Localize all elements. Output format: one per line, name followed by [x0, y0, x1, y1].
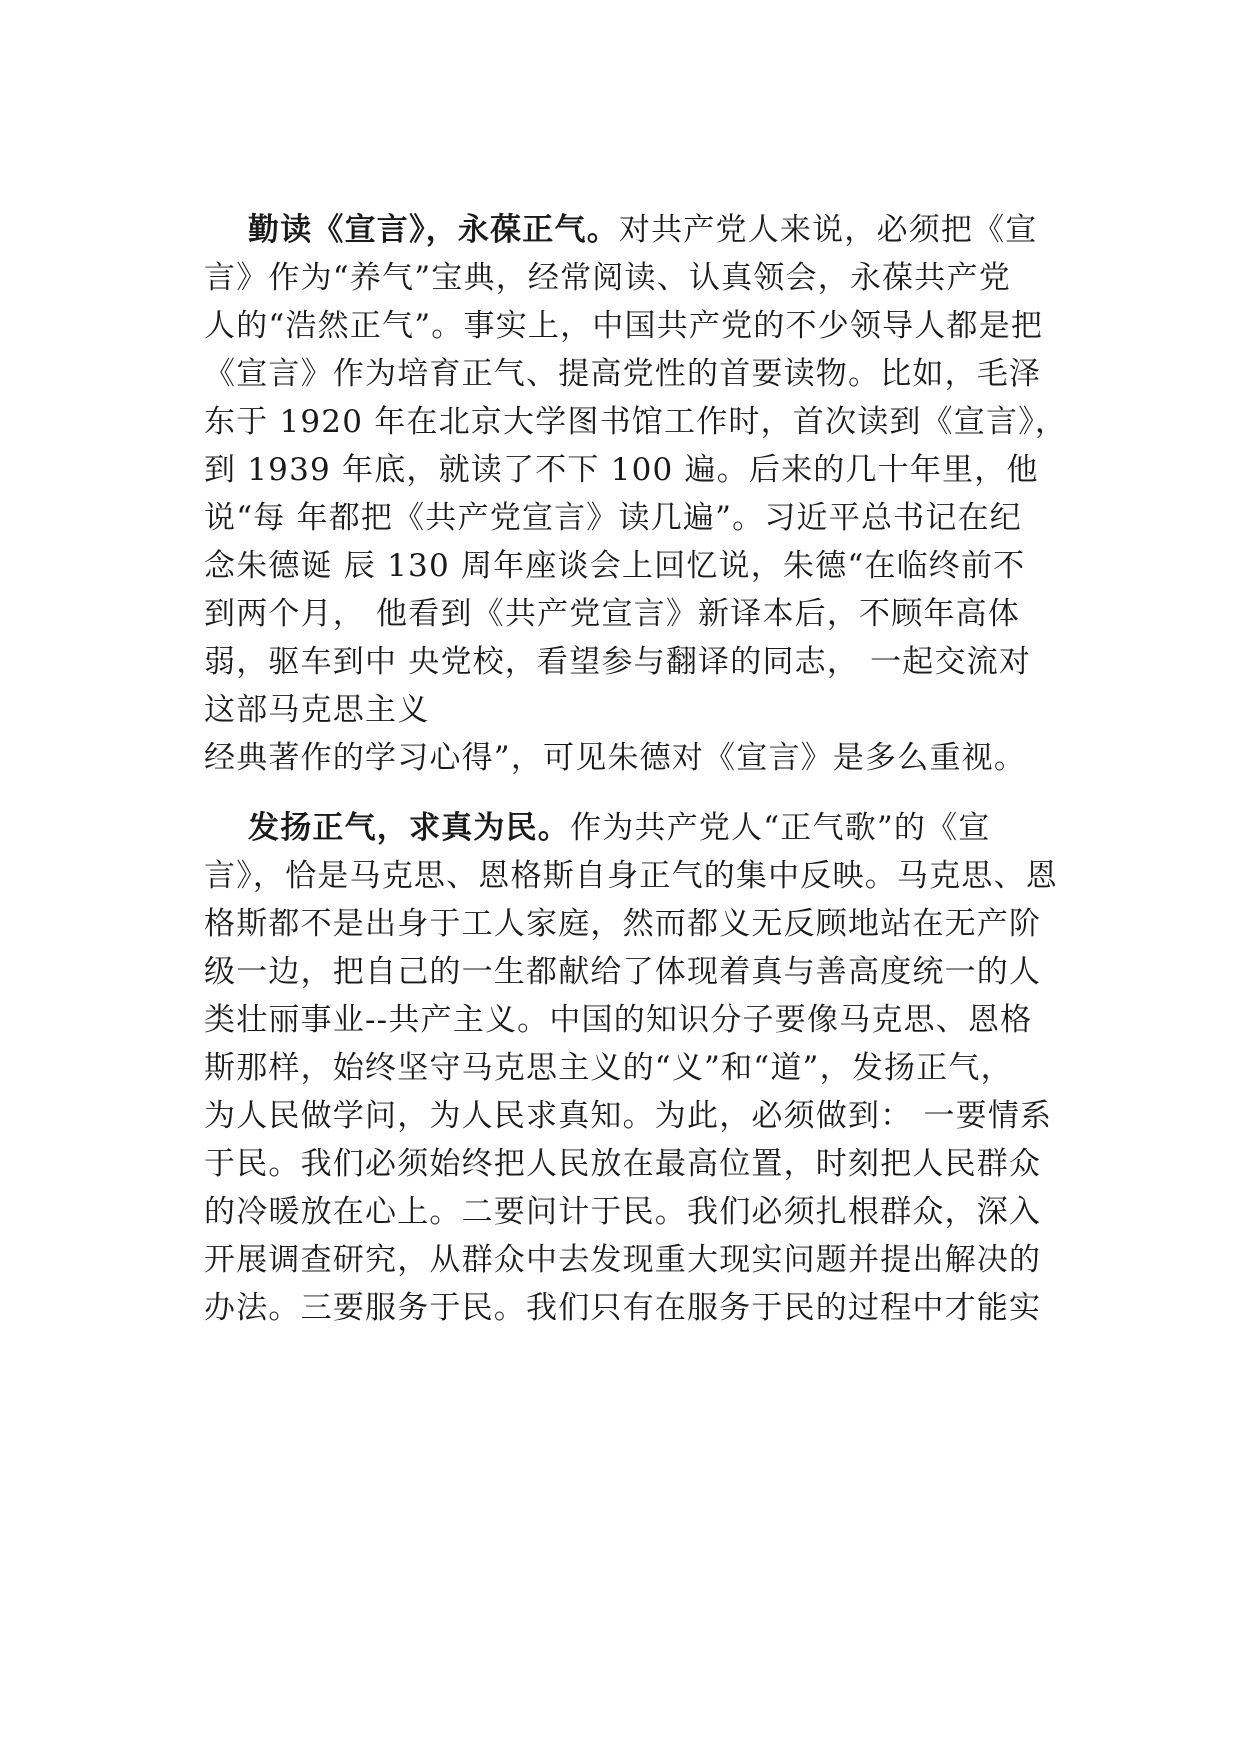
- paragraph-2-line-7: 为人民做学问，为人民求真知。为此，必须做到： 一要情系: [204, 1098, 1053, 1134]
- paragraph-1-text: 对共产党人来说，必须把《宣: [618, 212, 1038, 248]
- paragraph-2-line-2: 言》，恰是马克思、恩格斯自身正气的集中反映。马克思、恩: [204, 858, 1058, 894]
- paragraph-2-line-9: 的冷暖放在心上。二要问计于民。我们必须扎根群众，深入: [204, 1194, 1042, 1230]
- paragraph-2-heading: 发扬正气，求真为民。: [248, 810, 570, 846]
- paragraph-1-line-4: 《宣言》作为培育正气、提高党性的首要读物。比如，毛泽: [204, 356, 1042, 392]
- paragraph-1-line-8: 念朱德诞 辰 130 周年座谈会上回忆说，朱德“在临终前不: [204, 548, 1026, 584]
- paragraph-2-line-5: 类壮丽事业--共产主义。中国的知识分子要像马克思、恩格: [204, 1002, 1033, 1038]
- paragraph-2-line-3: 格斯都不是出身于工人家庭，然而都义无反顾地站在无产阶: [204, 906, 1042, 942]
- paragraph-1-line-6: 到 1939 年底，就读了不下 100 遍。后来的几十年里，他: [204, 452, 1039, 488]
- paragraph-1-line-11: 这部马克思主义: [204, 692, 430, 728]
- paragraph-1-line-1: [248, 210, 1038, 250]
- paragraph-1-line-9: 到两个月， 他看到《共产党宣言》新译本后，不顾年高体: [204, 596, 1021, 632]
- paragraph-2-line-4: 级一边，把自己的一生都献给了体现着真与善高度统一的人: [204, 954, 1042, 990]
- paragraph-1-line-12: 经典著作的学习心得”，可见朱德对《宣言》是多么重视。: [204, 740, 1027, 776]
- paragraph-2-text: 作为共产党人“正气歌”的《宣: [570, 810, 991, 846]
- paragraph-1-line-3: 人的“浩然正气”。事实上，中国共产党的不少领导人都是把: [204, 308, 1044, 344]
- paragraph-2-line-6: 斯那样，始终坚守马克思主义的“义”和“道”，发扬正气，: [204, 1050, 1013, 1086]
- paragraph-2-line-1: [248, 808, 991, 848]
- paragraph-2-line-11: 办法。三要服务于民。我们只有在服务于民的过程中才能实: [204, 1290, 1042, 1326]
- paragraph-1-heading: 勤读《宣言》，永葆正气。: [248, 212, 619, 248]
- paragraph-2-line-10: 开展调查研究，从群众中去发现重大现实问题并提出解决的: [204, 1242, 1042, 1278]
- paragraph-2-line-8: 于民。我们必须始终把人民放在最高位置，时刻把人民群众: [204, 1146, 1042, 1182]
- paragraph-1-line-10: 弱，驱车到中 央党校，看望参与翻译的同志， 一起交流对: [204, 644, 1032, 680]
- paragraph-1-line-5: 东于 1920 年在北京大学图书馆工作时，首次读到《宣言》，: [204, 404, 1068, 440]
- paragraph-1-line-2: 言》作为“养气”宝典，经常阅读、认真领会，永葆共产党: [204, 260, 1011, 296]
- paragraph-1-line-7: 说“每 年都把《共产党宣言》读几遍”。习近平总书记在纪: [204, 500, 1022, 536]
